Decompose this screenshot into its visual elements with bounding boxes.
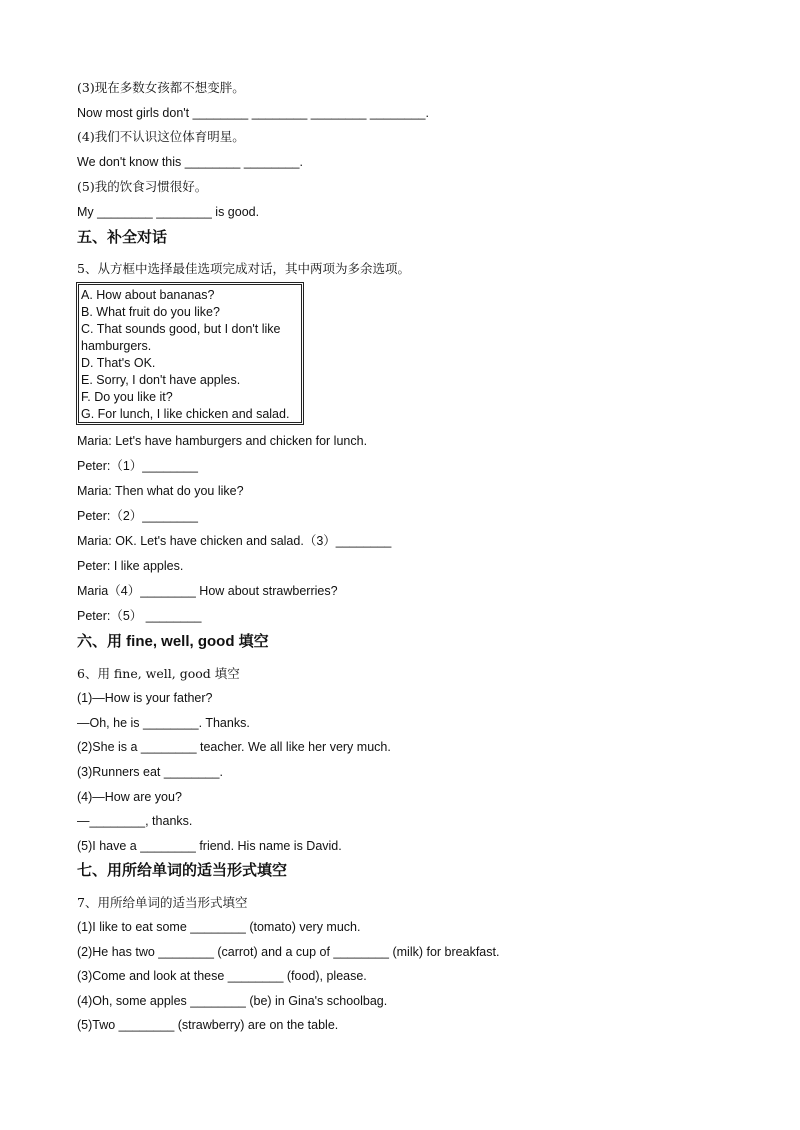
dialog-line: Maria: OK. Let's have chicken and salad.（3）________: [77, 534, 392, 548]
dialog-line: Peter:（1）________: [77, 459, 198, 473]
section7-instruction: 7、用所给单词的适当形式填空: [77, 895, 248, 910]
q4-chinese: (4)我们不认识这位体育明星。: [77, 129, 245, 144]
exercise-line: (2)He has two ________ (carrot) and a cup of ________ (milk) for breakfast.: [77, 945, 500, 959]
exercise-line: (5)I have a ________ friend. His name is David.: [77, 839, 342, 853]
q5-chinese: (5)我的饮食习惯很好。: [77, 179, 208, 194]
option-d: D. That's OK.: [81, 356, 156, 370]
exercise-line: (1)I like to eat some ________ (tomato) very much.: [77, 920, 361, 934]
option-g: G. For lunch, I like chicken and salad.: [81, 407, 290, 421]
exercise-line: —________, thanks.: [77, 814, 193, 828]
dialog-line: Maria（4）________ How about strawberries?: [77, 584, 338, 598]
exercise-line: (3)Runners eat ________.: [77, 765, 223, 779]
exercise-line: (1)—How is your father?: [77, 691, 213, 705]
q3-english: Now most girls don't ________ ________ ________ ________.: [77, 106, 429, 120]
dialog-line: Peter:（5） ________: [77, 609, 202, 623]
dialog-line: Peter: I like apples.: [77, 559, 184, 573]
dialog-line: Peter:（2）________: [77, 509, 198, 523]
option-e: E. Sorry, I don't have apples.: [81, 373, 241, 387]
section5-heading: 五、补全对话: [77, 229, 168, 246]
section5-instruction: 5、从方框中选择最佳选项完成对话，其中两项为多余选项。: [77, 261, 410, 276]
exercise-line: (2)She is a ________ teacher. We all like her very much.: [77, 740, 391, 754]
exercise-line: —Oh, he is ________. Thanks.: [77, 716, 250, 730]
exercise-line: (4)Oh, some apples ________ (be) in Gina's schoolbag.: [77, 994, 388, 1008]
options-box: [76, 282, 304, 425]
option-a: A. How about bananas?: [81, 288, 215, 302]
q3-chinese: (3)现在多数女孩都不想变胖。: [77, 80, 245, 95]
section6-instruction: 6、用 fine, well, good 填空: [77, 666, 240, 681]
q5-english: My ________ ________ is good.: [77, 205, 260, 219]
section7-heading: 七、用所给单词的适当形式填空: [77, 862, 288, 879]
option-f: F. Do you like it?: [81, 390, 173, 404]
exercise-line: (3)Come and look at these ________ (food), please.: [77, 969, 367, 983]
section6-heading: 六、用 fine, well, good 填空: [77, 633, 269, 650]
q4-english: We don't know this ________ ________.: [77, 155, 303, 169]
dialog-line: Maria: Then what do you like?: [77, 484, 244, 498]
option-c-cont: hamburgers.: [81, 339, 152, 353]
exercise-line: (5)Two ________ (strawberry) are on the table.: [77, 1018, 339, 1032]
dialog-line: Maria: Let's have hamburgers and chicken for lunch.: [77, 434, 368, 448]
option-c: C. That sounds good, but I don't like: [81, 322, 281, 336]
exercise-line: (4)—How are you?: [77, 790, 182, 804]
option-b: B. What fruit do you like?: [81, 305, 220, 319]
